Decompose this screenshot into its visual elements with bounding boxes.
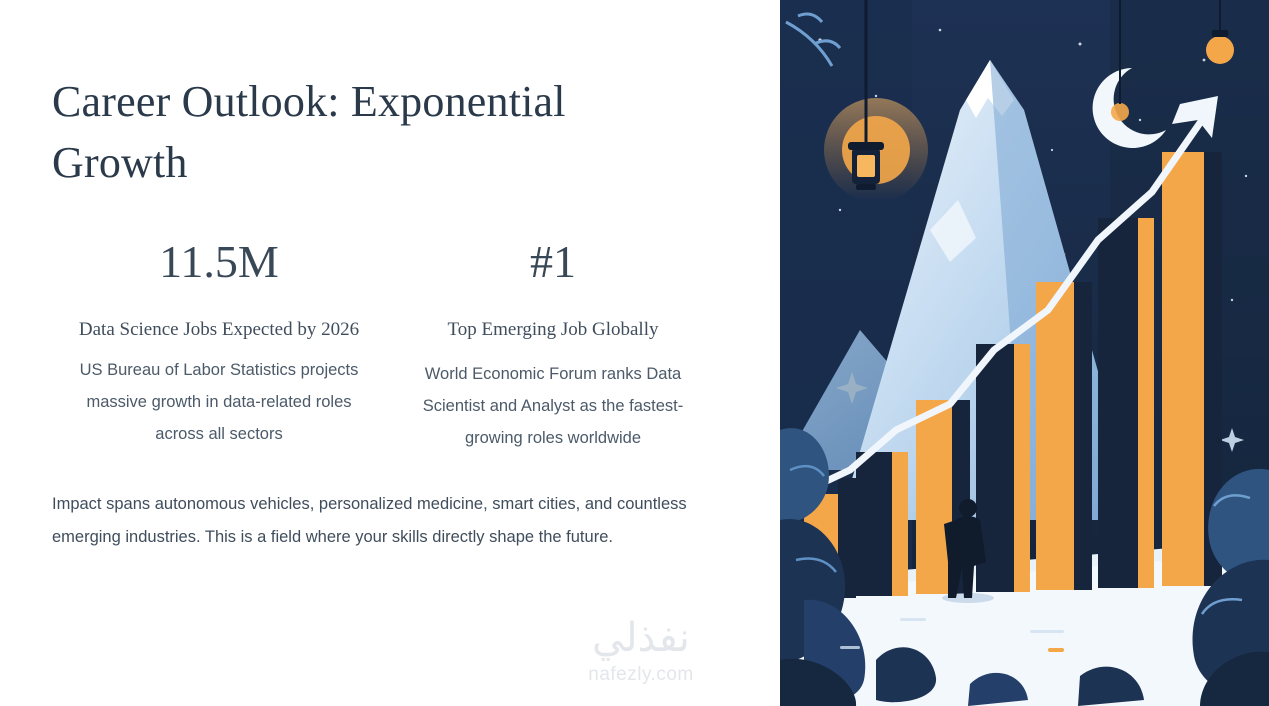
stat-description: US Bureau of Labor Statistics projects massive growth in data-related roles across all sectors (79, 360, 359, 443)
page-title: Career Outlook: Exponential Growth (52, 77, 566, 187)
watermark-latin-text: nafezly.com (588, 664, 694, 685)
watermark (556, 615, 726, 686)
stat-label: Data Science Jobs Expected by 2026 (78, 319, 360, 341)
mountain-growth-chart-icon (780, 0, 1269, 706)
stats-row (52, 237, 720, 454)
stat-description: World Economic Forum ranks Data Scientist and Analyst as the fastest-growing roles worldwide (422, 364, 684, 447)
stat-card-jobs (52, 237, 386, 454)
stat-value: 11.5M (159, 236, 279, 288)
stat-card-ranking (386, 237, 720, 454)
watermark-arabic-text: نفذلي (592, 615, 690, 661)
summary-paragraph: Impact spans autonomous vehicles, personalized medicine, smart cities, and countless emerging industries. This is a field where your skills directly shape the future. (52, 495, 687, 547)
stat-value: #1 (530, 236, 576, 288)
illustration-panel (780, 0, 1269, 706)
stat-label: Top Emerging Job Globally (447, 319, 659, 341)
